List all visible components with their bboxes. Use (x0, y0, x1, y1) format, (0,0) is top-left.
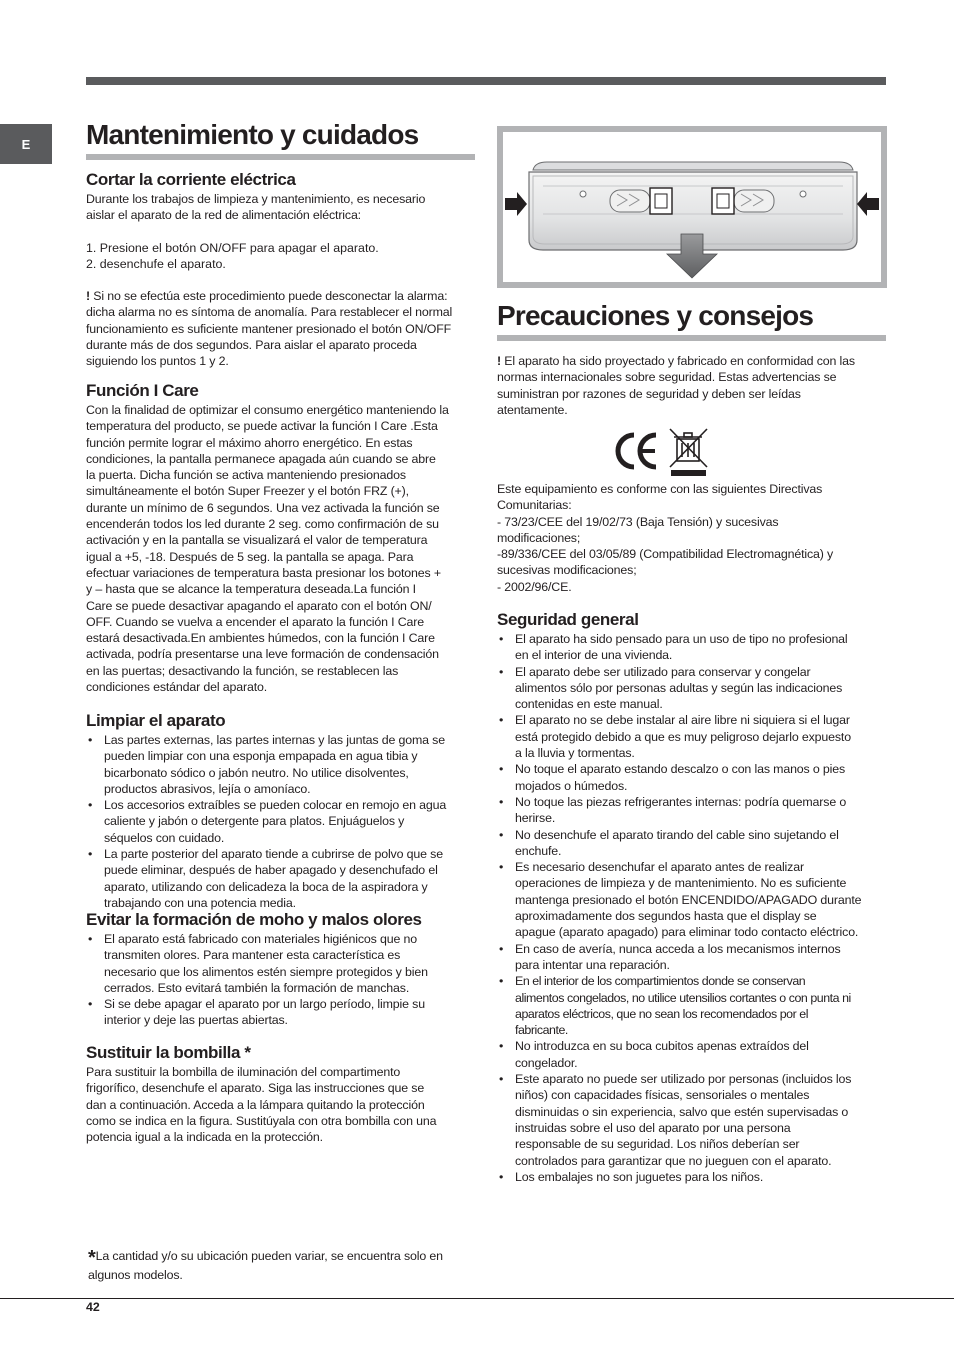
list-item: • Es necesario desenchufar el aparato antes de realizar operaciones de limpieza y de mantenimiento. No es suficiente mantenga presionado el botón ENCENDIDO/APAGADO durante aproximadamente dos segundos hasta que el display se apague (aparato apagado) para eliminar todo contacto eléctrico. (497, 859, 887, 940)
bombilla-heading: Sustituir la bombilla * (86, 1043, 251, 1062)
page-number: 42 (86, 1300, 100, 1314)
section-directivas (497, 481, 887, 595)
list-item: • Los embalajes no son juguetes para los niños. (497, 1169, 887, 1185)
list-item: • Los accesorios extraíbles se pueden colocar en remojo en agua caliente y jabón o detergente para platos. Enjuáguelos y séquelos con cuidado. (86, 797, 476, 846)
cortar-intro: Durante los trabajos de limpieza y mantenimiento, es necesario aislar el aparato de la red de alimentación eléctrica: (86, 192, 426, 223)
seguridad-list (497, 631, 887, 1185)
section-moho (86, 910, 476, 1029)
cortar-note: ! Si no se efectúa este procedimiento puede desconectar la alarma: dicha alarma no es síntoma de anomalía. Para restablecer el normal funcionamiento es suficiente mantener presionado el botón ON/OFF durante más de dos segundos. Para aislar el aparato proceda siguiendo los puntos 1 y 2. (86, 289, 453, 369)
seguridad-heading: Seguridad general (497, 610, 639, 629)
cortar-steps (86, 240, 476, 273)
step-item: 2. desenchufe el aparato. (86, 256, 226, 271)
limpiar-list (86, 732, 476, 911)
limpiar-heading: Limpiar el aparato (86, 711, 226, 730)
list-item: • La parte posterior del aparato tiende a cubrirse de polvo que se puede eliminar, después de haber apagado y desenchufado el aparato, utilizando con delicadeza la boca de la aspiradora y trabajando con una potencia media. (86, 846, 476, 911)
section-bombilla (86, 1043, 476, 1145)
cortar-heading: Cortar la corriente eléctrica (86, 170, 296, 189)
precautions-intro: ! El aparato ha sido proyectado y fabricado en conformidad con las normas internacionales sobre seguridad. Estas advertencias se suministran por razones de seguridad y deben ser leídas atentamente. (497, 354, 855, 417)
list-item: • No desenchufe el aparato tirando del cable sino sujetando el enchufe. (497, 827, 887, 860)
icare-heading: Función I Care (86, 381, 199, 400)
footnote-star: * (88, 1247, 96, 1269)
list-item: • En el interior de los compartimientos donde se conservan alimentos congelados, no utilice utensilios cortantes o con punta ni aparatos eléctricos, que no sean los recomendados por el fabricante. (497, 973, 887, 1038)
bombilla-body: Para sustituir la bombilla de iluminación del compartimento frigorífico, desenchufe el aparato. Siga las instrucciones que se dan a continuación. Acceda a la lámpara quitando la protección como se indica en la figura. Sustitúyala con otra bombilla con una potencia igual a la indicada en la protección. (86, 1065, 437, 1145)
header-rule (86, 77, 886, 85)
list-item: • El aparato está fabricado con materiales higiénicos que no transmiten olores. Para mantener esta característica es necesario que los alimentos estén siempre protegidos y bien cerrados. Esto evitará también la formación de manchas. (86, 931, 476, 996)
list-item: • No toque las piezas refrigerantes internas: podría quemarse o herirse. (497, 794, 887, 827)
lamp-cover-figure (497, 126, 887, 288)
lamp-cover-illustration (503, 132, 881, 282)
directives-text: Este equipamiento es conforme con las siguientes Directivas Comunitarias: - 73/23/CEE del 19/02/73 (Baja Tensión) y sucesivas modificaciones; -89/336/CEE del 03/05/89 (Compatibilidad Electromagnética) y sucesivas modificaciones; - 2002/96/CE. (497, 482, 834, 594)
list-item: • El aparato ha sido pensado para un uso de tipo no profesional en el interior de una vivienda. (497, 631, 887, 664)
maintenance-title: Mantenimiento y cuidados (86, 118, 475, 160)
section-precauciones-intro (497, 353, 887, 418)
list-item: • El aparato debe ser utilizado para conservar y congelar alimentos sólo por personas adultas y según las indicaciones contenidas en este manual. (497, 664, 887, 713)
icare-body: Con la finalidad de optimizar el consumo energético manteniendo la temperatura del producto, se puede activar la función I Care .Esta función permite lograr el máximo ahorro energético. En estas condiciones, la pantalla permanece apagada aún cuando se abre la puerta. Dicha función se activa manteniendo presionados simultáneamente el botón Super Freezer y el botón FRZ (+), durante un mínimo de 6 segundos. Una vez activada la función se encenderán todos los led durante 2 seg. como confirmación de su activación y en la pantalla se visualizará el valor de temperatura igual a +5, -18. Después de 5 seg. la pantalla se apaga. Para efectuar variaciones de temperatura basta presionar los botones + y – hasta que se alcance la temperatura deseada.La función I Care se puede desactivar apagando el aparato con el botón ON/ OFF. Cuando se vuelva a encender el aparato la función I Care estará desactivada.En ambientes húmedos, con la función I Care activada, podría presentarse una leve formación de condensación en las puertas; desactivando la función, se restablecen las condiciones estándar del aparato. (86, 403, 449, 695)
list-item: • Si se debe apagar el aparato por un largo período, limpie su interior y deje las puertas abiertas. (86, 996, 476, 1029)
moho-heading: Evitar la formación de moho y malos olores (86, 910, 422, 929)
section-seguridad (497, 610, 887, 1185)
list-item: • Las partes externas, las partes internas y las juntas de goma se pueden limpiar con una esponja empapada en agua tibia y bicarbonato sódico o jabón neutro. No utilice disolventes, productos abrasivos, lejía o amoníaco. (86, 732, 476, 797)
warning-mark: ! (497, 354, 501, 368)
ce-weee-logo (610, 425, 710, 477)
section-icare (86, 381, 476, 695)
list-item: • En caso de avería, nunca acceda a los mecanismos internos para intentar una reparación. (497, 941, 887, 974)
step-item: 1. Presione el botón ON/OFF para apagar el aparato. (86, 240, 379, 255)
list-item: • No toque el aparato estando descalzo o con las manos o pies mojados o húmedos. (497, 761, 887, 794)
footnote: *La cantidad y/o su ubicación pueden variar, se encuentra solo en algunos modelos. (88, 1247, 443, 1282)
section-limpiar (86, 711, 476, 911)
section-cortar-corriente (86, 170, 476, 370)
list-item: • Este aparato no puede ser utilizado por personas (incluidos los niños) con capacidades físicas, sensoriales o mentales disminuidas o sin experiencia, salvo que estén supervisadas o instruidas sobre el uso del aparato por una persona responsable de su seguridad. Los niños deberían ser controlados para garantizar que no jueguen con el aparato. (497, 1071, 887, 1169)
warning-mark: ! (86, 289, 90, 304)
moho-list (86, 931, 476, 1029)
footer-rule (0, 1298, 954, 1299)
precautions-title: Precauciones y consejos (497, 299, 886, 341)
list-item: • El aparato no se debe instalar al aire libre ni siquiera si el lugar está protegido debido a que es muy peligroso dejarlo expuesto a la lluvia y tormentas. (497, 712, 887, 761)
language-tab: E (0, 124, 52, 164)
list-item: • No introduzca en su boca cubitos apenas extraídos del congelador. (497, 1038, 887, 1071)
